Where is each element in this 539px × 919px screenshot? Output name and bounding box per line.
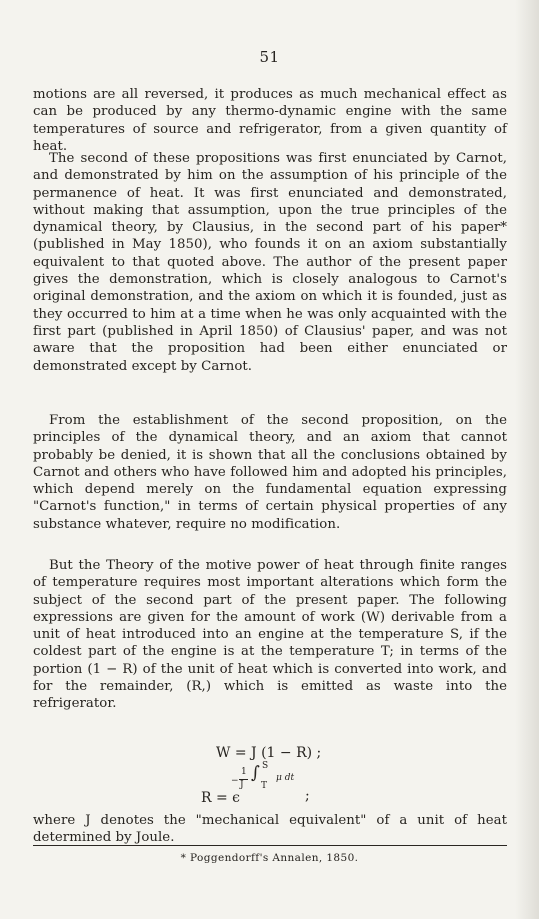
- paragraph-text: motions are all reversed, it produces as much mechanical effect as can be produced by any thermo-dynamic engine with the same temperatures of source and refrigerator, from a given quantity of heat.: [33, 87, 507, 154]
- integral-lower-limit: T: [261, 781, 268, 791]
- page-number: 51: [259, 48, 280, 66]
- paragraph-1: [33, 86, 507, 155]
- paragraph-text: From the establishment of the second proposition, on the principles of the dynamical theory, and an axiom that cannot probably be denied, it is shown that all the conclusions obtained by Carnot and others who have followed him and adopted his principles, which depend merely on the fundamental equation expressing "Carnot's function," in terms of certain physical properties of any substance whatever, require no modification.: [33, 413, 507, 532]
- exponent-minus: −: [231, 776, 239, 786]
- fraction-numerator: 1: [241, 767, 247, 777]
- paragraph-2: [33, 150, 507, 375]
- equation-end: ;: [305, 788, 310, 804]
- paragraph-3: [33, 412, 507, 533]
- equation-text: W = J (1 − R) ;: [216, 745, 322, 761]
- closing-paragraph: [33, 812, 507, 847]
- footnote: * Poggendorff's Annalen, 1850.: [180, 852, 359, 864]
- paragraph-4: [33, 557, 507, 713]
- footnote-rule: [33, 845, 507, 846]
- integral-upper-limit: S: [262, 761, 269, 771]
- integrand: μ dt: [276, 773, 295, 783]
- paragraph-text: But the Theory of the motive power of heat through finite ranges of temperature requires most important alterations which form the subject of the second part of the present paper. The following expressions are given for the amount of work (W) derivable from a unit of heat introduced into an engine at the temperature S, if the coldest part of the engine is at the temperature T; in terms of the portion (1 − R) of the unit of heat which is converted into work, and for the remainder, (R,) which is emitted as waste into the refrigerator.: [33, 558, 507, 712]
- page-edge-shadow: [515, 0, 539, 919]
- fraction-denominator: J: [240, 780, 244, 790]
- paragraph-text: where J denotes the "mechanical equivalent" of a unit of heat determined by Joule.: [33, 813, 507, 846]
- equation-lhs: R = ϵ: [201, 790, 241, 806]
- paragraph-text: The second of these propositions was first enunciated by Carnot, and demonstrated by him on the assumption of his principle of the permanence of heat. It was first enunciated and demonstrated, without making that assumption, upon the true principles of the dynamical theory, by Clausius, in the second part of his paper* (published in May 1850), who founds it on an axiom substantially equivalent to that quoted above. The author of the present paper gives the demonstration, which is closely analogous to Carnot's original demonstration, and the axiom on which it is founded, just as they occurred to him at a time when he was only acquainted with the first part (published in April 1850) of Clausius' paper, and was not aware that the proposition had been either enunciated or demonstrated except by Carnot.: [33, 151, 507, 374]
- integral-sign: ∫: [251, 763, 260, 783]
